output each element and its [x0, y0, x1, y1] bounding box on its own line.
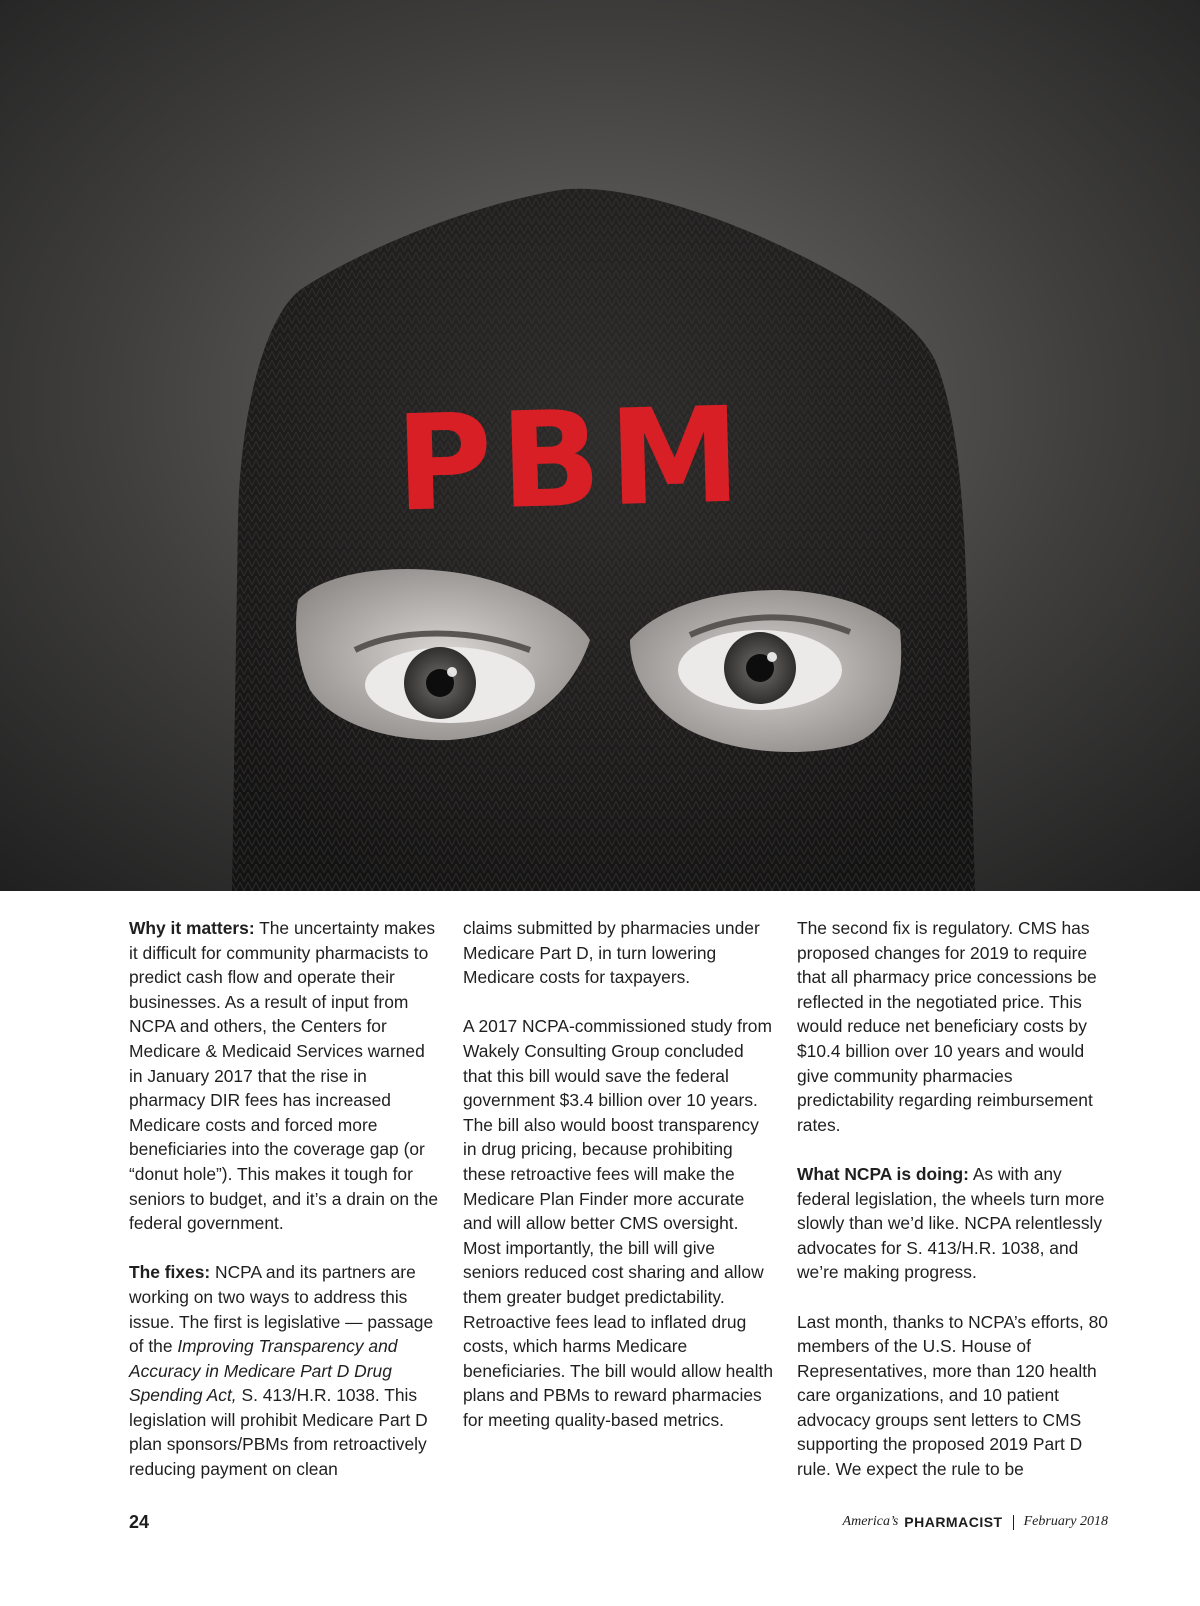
paragraph-body: NCPA and its partners are working on two ways to address this issue. The first is legislative — passage of the — [129, 1262, 434, 1357]
footer-divider — [1013, 1515, 1014, 1530]
paragraph-lead: What NCPA is doing: — [797, 1163, 969, 1184]
magazine-prefix: America’s — [842, 1514, 899, 1529]
the-fixes-paragraph — [129, 1260, 441, 1481]
body-paragraph: Last month, thanks to NCPA’s efforts, 80 members of the U.S. House of Representatives, more than 120 health care organizations, and 10 patient advocacy groups sent letters to CMS supporting the proposed 2019 Part D rule. We expect the rule to be — [797, 1311, 1108, 1480]
article-column-2 — [463, 916, 775, 1432]
paragraph-body: As with any federal legislation, the wheels turn more slowly than we’d like. NCPA relentlessly advocates for S. 413/H.R. 1038, and we’re making progress. — [797, 1163, 1105, 1283]
paragraph-lead: Why it matters: — [129, 918, 255, 938]
issue-date: February 2018 — [1023, 1514, 1108, 1529]
what-ncpa-is-doing-paragraph — [797, 1162, 1109, 1285]
body-paragraph: A 2017 NCPA-commissioned study from Wakely Consulting Group concluded that this bill would save the federal government $3.4 billion over 10 years. The bill also would boost transparency in drug pricing, because prohibiting these retroactive fees will make the Medicare Plan Finder more accurate and will allow better CMS oversight. Most importantly, the bill will give seniors reduced cost sharing and allow them greater budget predictability. Retroactive fees lead to inflated drug costs, which harms Medicare beneficiaries. The bill would allow health plans and PBMs to reward pharmacies for meeting quality-based metrics. — [463, 1016, 773, 1430]
paragraph-body: S. 413/H.R. 1038. This legislation will prohibit Medicare Part D plan sponsors/PBMs from retroactively reducing payment on clean — [129, 1385, 428, 1480]
magazine-name: PHARMACIST — [904, 1514, 1003, 1530]
article-column-1 — [129, 916, 441, 1482]
running-footer — [843, 1514, 1108, 1530]
why-it-matters-paragraph — [129, 916, 441, 1236]
mask-embroidered-text: PBM — [393, 378, 751, 542]
body-paragraph: claims submitted by pharmacies under Medicare Part D, in turn lowering Medicare costs for taxpayers. — [463, 918, 760, 988]
paragraph-lead: The fixes: — [129, 1262, 211, 1283]
paragraph-body: The uncertainty makes it difficult for community pharmacists to predict cash flow and operate their businesses. As a result of input from NCPA and others, the Centers for Medicare & Medicaid Services warned in January 2017 that the rise in pharmacy DIR fees has increased Medicare costs and forced more beneficiaries into the coverage gap (or “donut hole”). This makes it tough for seniors to budget, and it’s a drain on the federal government. — [129, 918, 439, 1234]
act-title: Improving Transparency and Accuracy in Medicare Part D Drug Spending Act, — [129, 1336, 398, 1406]
body-paragraph: The second fix is regulatory. CMS has proposed changes for 2019 to require that all pharmacy price concessions be reflected in the negotiated price. This would reduce net beneficiary costs by $10.4 billion over 10 years and would give community pharmacies predictability regarding reimbursement rates. — [797, 918, 1097, 1135]
page-number: 24 — [129, 1512, 150, 1532]
article-column-3 — [797, 916, 1109, 1482]
